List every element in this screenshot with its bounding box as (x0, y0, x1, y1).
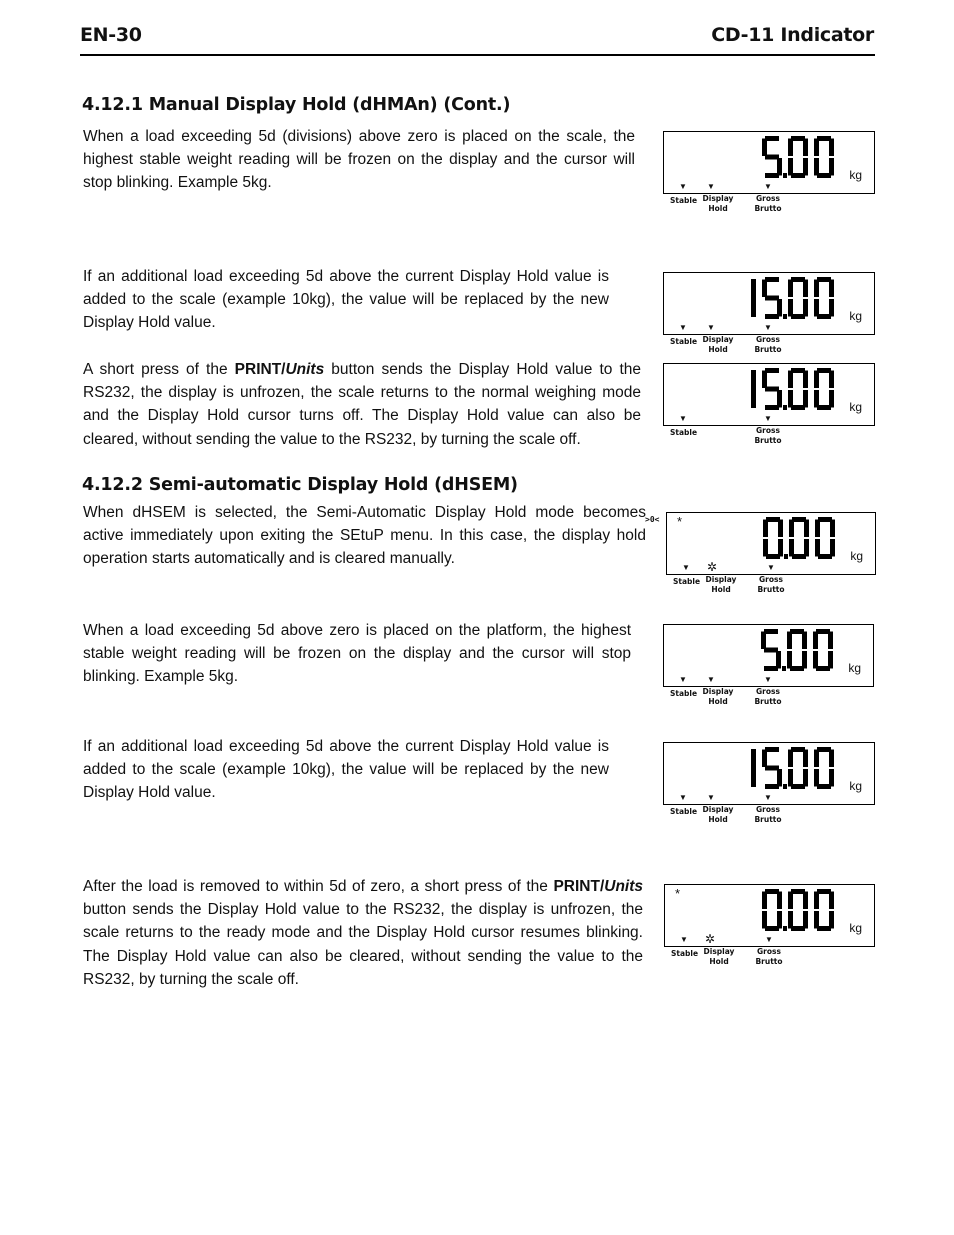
lcd-display-15kg-released (663, 363, 875, 445)
lcd-display-15kg-semi-auto (663, 742, 875, 824)
lcd-segment (814, 299, 819, 317)
lcd-segment (777, 892, 782, 910)
lcd-segment (765, 405, 779, 410)
zero-indicator: >0< (645, 515, 660, 524)
stable-cursor-icon: ▼ (679, 793, 687, 802)
gross-label: Gross (756, 805, 780, 814)
lcd-segment (777, 158, 782, 176)
annunciator-labels (664, 337, 874, 361)
lcd-segment (791, 784, 805, 789)
lcd-decimal-point (783, 405, 787, 410)
lcd-segment (814, 139, 819, 157)
gross-cursor-icon: ▼ (764, 793, 772, 802)
lcd-segment (792, 517, 806, 522)
lcd-segment (788, 390, 793, 408)
gross-label: Gross (756, 194, 780, 203)
lcd-segment (791, 926, 805, 931)
center-of-zero-icon: * (677, 514, 683, 529)
lcd-segment (751, 749, 756, 787)
paragraph-manual-hold-print (83, 358, 641, 451)
gross-cursor-icon: ▼ (767, 563, 775, 572)
hold-label: Hold (708, 815, 728, 824)
annunciator-labels (664, 196, 874, 220)
lcd-segment (803, 892, 808, 910)
lcd-segment (765, 136, 779, 141)
lcd-segment (790, 666, 804, 671)
lcd-segment (790, 629, 804, 634)
paragraph-text: button sends the Display Hold value to the RS232, the display is unfrozen, the scale returns to the ready mode and the Display Hold cursor resumes blinking. The Display Hold value can also be cleared, without sending the value to the RS232, by turning the scale off. (83, 901, 643, 988)
print-button-label: PRINT/ (234, 361, 286, 378)
paragraph-manual-hold-replace: If an additional load exceeding 5d above the current Display Hold value is added to the scale (example 10kg), the value will be replaced by the new Display Hold value. (83, 268, 609, 332)
lcd-segment (814, 769, 819, 787)
units-button-label: Units (285, 361, 325, 378)
header-rule (80, 54, 875, 56)
lcd-segment (803, 299, 808, 317)
lcd-segment (764, 648, 778, 653)
lcd-segment (778, 539, 783, 557)
lcd-segment (791, 889, 805, 894)
lcd-segment (816, 629, 830, 634)
lcd-segment (788, 299, 793, 317)
lcd-segment (791, 747, 805, 752)
lcd-segment (828, 651, 833, 669)
lcd-segment (814, 280, 819, 298)
annunciator-labels (664, 689, 873, 713)
lcd-reading (763, 517, 837, 561)
gross-brutto-label (754, 687, 782, 707)
lcd-decimal-point (782, 666, 786, 671)
gross-label: Gross (756, 687, 780, 696)
gross-label: Gross (756, 426, 780, 435)
lcd-segment (803, 371, 808, 389)
display-hold-label (700, 194, 736, 214)
unit-label: kg (849, 309, 862, 323)
lcd-segment (765, 314, 779, 319)
display-label: Display (702, 805, 734, 814)
unit-label: kg (850, 549, 863, 563)
lcd-reading (762, 889, 836, 933)
stable-label: Stable (670, 337, 698, 346)
display-hold-label (700, 335, 736, 355)
stable-label: Stable (670, 196, 698, 205)
gross-cursor-icon: ▼ (764, 182, 772, 191)
paragraph-manual-hold-freeze: When a load exceeding 5d (divisions) above zero is placed on the scale, the highest stable weight reading will be frozen on the display and the cursor will stop blinking. Example 5kg. (83, 128, 635, 192)
lcd-segment (817, 173, 831, 178)
paragraph-semi-auto-intro: When dHSEM is selected, the Semi-Automatic Display Hold mode becomes active immediately upon exiting the SEtuP menu. In this case, the display hold operation starts automatically and is cleared manually. (83, 504, 646, 568)
lcd-segment (777, 299, 782, 317)
lcd-segment (788, 892, 793, 910)
lcd-segment (817, 747, 831, 752)
annunciator-labels (665, 949, 874, 973)
lcd-segment (765, 173, 779, 178)
lcd-segment (788, 371, 793, 389)
lcd-segment (829, 390, 834, 408)
display-hold-cursor-icon: ▼ (707, 182, 715, 191)
lcd-segment (803, 280, 808, 298)
lcd-reading (762, 136, 836, 180)
lcd-segment (813, 632, 818, 650)
display-hold-label (700, 805, 736, 825)
lcd-segment (765, 368, 779, 373)
gross-brutto-label (754, 805, 782, 825)
lcd-segment (764, 666, 778, 671)
lcd-segment (817, 277, 831, 282)
display-label: Display (702, 194, 734, 203)
display-label: Display (702, 687, 734, 696)
lcd-segment (829, 769, 834, 787)
lcd-segment (791, 314, 805, 319)
lcd-segment (818, 517, 832, 522)
lcd-segment (815, 539, 820, 557)
paragraph-semi-auto-print (83, 875, 643, 991)
lcd-segment (791, 405, 805, 410)
lcd-segment (814, 892, 819, 910)
lcd-segment (829, 299, 834, 317)
lcd-segment (817, 136, 831, 141)
lcd-segment (763, 520, 768, 538)
display-label: Display (705, 575, 737, 584)
display-label: Display (703, 947, 735, 956)
lcd-segment (829, 139, 834, 157)
lcd-segment (817, 889, 831, 894)
lcd-decimal-point (783, 314, 787, 319)
lcd-segment (803, 911, 808, 929)
lcd-segment (765, 747, 779, 752)
unit-label: kg (849, 779, 862, 793)
lcd-segment (762, 280, 767, 298)
lcd-segment (764, 629, 778, 634)
print-button-label: PRINT/ (553, 878, 605, 895)
lcd-segment (791, 136, 805, 141)
lcd-segment (788, 750, 793, 768)
display-hold-blinking-cursor-icon: ✲ (707, 560, 718, 574)
lcd-segment (803, 769, 808, 787)
lcd-segment (765, 784, 779, 789)
hold-label: Hold (708, 204, 728, 213)
gross-label: Gross (757, 947, 781, 956)
product-title: CD-11 Indicator (711, 24, 874, 46)
lcd-segment (792, 554, 806, 559)
display-hold-label (700, 687, 736, 707)
lcd-segment (777, 769, 782, 787)
stable-cursor-icon: ▼ (682, 563, 690, 572)
lcd-segment (829, 892, 834, 910)
hold-label: Hold (709, 957, 729, 966)
lcd-display-5kg-semi-auto (663, 624, 874, 706)
lcd-segment (814, 750, 819, 768)
lcd-segment (788, 139, 793, 157)
display-hold-label (703, 575, 739, 595)
lcd-segment (817, 368, 831, 373)
lcd-segment (814, 911, 819, 929)
lcd-segment (765, 277, 779, 282)
lcd-segment (802, 651, 807, 669)
lcd-segment (763, 539, 768, 557)
lcd-segment (765, 926, 779, 931)
lcd-segment (788, 911, 793, 929)
lcd-segment (788, 769, 793, 787)
gross-cursor-icon: ▼ (764, 675, 772, 684)
brutto-label: Brutto (755, 957, 783, 966)
hold-label: Hold (708, 697, 728, 706)
lcd-segment (828, 632, 833, 650)
lcd-segment (762, 371, 767, 389)
display-hold-label (701, 947, 737, 967)
display-hold-blinking-cursor-icon: ✲ (705, 932, 716, 946)
lcd-segment (816, 666, 830, 671)
lcd-segment (814, 158, 819, 176)
lcd-segment (817, 405, 831, 410)
annunciator-labels (664, 807, 874, 831)
gross-label: Gross (759, 575, 783, 584)
paragraph-text: A short press of the (83, 361, 235, 378)
lcd-segment (814, 390, 819, 408)
lcd-segment (766, 517, 780, 522)
paragraph-text: button sends the Display Hold value to the RS232, the display is unfrozen, the scale returns to the normal weighing mode and the Display Hold cursor turns off. The Display Hold value can also be cleared, without sending the value to the RS232, by turning the scale off. (83, 361, 641, 448)
unit-label: kg (848, 661, 861, 675)
lcd-segment (787, 632, 792, 650)
lcd-segment (829, 750, 834, 768)
lcd-segment (804, 539, 809, 557)
lcd-segment (762, 750, 767, 768)
lcd-segment (788, 158, 793, 176)
stable-cursor-icon: ▼ (679, 675, 687, 684)
lcd-segment (765, 387, 779, 392)
brutto-label: Brutto (754, 204, 782, 213)
brutto-label: Brutto (754, 436, 782, 445)
lcd-segment (817, 926, 831, 931)
stable-cursor-icon: ▼ (679, 182, 687, 191)
hold-label: Hold (711, 585, 731, 594)
lcd-segment (776, 651, 781, 669)
lcd-segment (765, 889, 779, 894)
lcd-segment (777, 390, 782, 408)
stable-label: Stable (673, 577, 701, 586)
lcd-segment (803, 139, 808, 157)
display-hold-cursor-icon: ▼ (707, 793, 715, 802)
stable-label: Stable (670, 807, 698, 816)
gross-brutto-label (757, 575, 785, 595)
gross-cursor-icon: ▼ (764, 414, 772, 423)
lcd-segment (778, 520, 783, 538)
lcd-segment (765, 766, 779, 771)
lcd-segment (813, 651, 818, 669)
stable-cursor-icon: ▼ (679, 414, 687, 423)
section-heading-manual-hold: 4.12.1 Manual Display Hold (dHMAn) (Cont.) (82, 95, 511, 115)
gross-cursor-icon: ▼ (764, 323, 772, 332)
lcd-decimal-point (783, 784, 787, 789)
lcd-segment (829, 911, 834, 929)
brutto-label: Brutto (754, 345, 782, 354)
display-label: Display (702, 335, 734, 344)
gross-brutto-label (754, 194, 782, 214)
lcd-segment (803, 750, 808, 768)
lcd-segment (791, 277, 805, 282)
lcd-segment (788, 280, 793, 298)
lcd-segment (751, 279, 756, 317)
gross-label: Gross (756, 335, 780, 344)
lcd-segment (803, 158, 808, 176)
lcd-segment (829, 280, 834, 298)
brutto-label: Brutto (754, 697, 782, 706)
lcd-display-5kg-hold (663, 131, 875, 213)
gross-brutto-label (754, 426, 782, 446)
display-hold-cursor-icon: ▼ (707, 323, 715, 332)
section-heading-semi-auto-hold: 4.12.2 Semi-automatic Display Hold (dHSEM) (82, 475, 518, 495)
lcd-decimal-point (784, 554, 788, 559)
lcd-display-15kg-hold (663, 272, 875, 354)
lcd-segment (789, 520, 794, 538)
lcd-segment (830, 520, 835, 538)
stable-label: Stable (671, 949, 699, 958)
lcd-segment (814, 371, 819, 389)
lcd-reading (736, 747, 836, 791)
paragraph-semi-auto-freeze: When a load exceeding 5d above zero is placed on the platform, the highest stable weight reading will be frozen on the display and the cursor will stop blinking. Example 5kg. (83, 622, 631, 686)
lcd-segment (765, 296, 779, 301)
stable-label: Stable (670, 428, 698, 437)
lcd-display-zero-ready (664, 884, 875, 966)
lcd-segment (761, 632, 766, 650)
center-of-zero-icon: * (675, 886, 681, 901)
lcd-segment (817, 784, 831, 789)
lcd-segment (818, 554, 832, 559)
lcd-decimal-point (783, 173, 787, 178)
lcd-decimal-point (783, 926, 787, 931)
gross-cursor-icon: ▼ (765, 935, 773, 944)
lcd-segment (791, 173, 805, 178)
lcd-segment (762, 139, 767, 157)
lcd-segment (762, 892, 767, 910)
lcd-segment (766, 554, 780, 559)
annunciator-labels (667, 577, 875, 601)
unit-label: kg (849, 921, 862, 935)
brutto-label: Brutto (757, 585, 785, 594)
paragraph-text: After the load is removed to within 5d of zero, a short press of the (83, 878, 554, 895)
lcd-reading (736, 368, 836, 412)
lcd-reading (736, 277, 836, 321)
stable-cursor-icon: ▼ (679, 323, 687, 332)
lcd-segment (815, 520, 820, 538)
lcd-segment (787, 651, 792, 669)
gross-brutto-label (755, 947, 783, 967)
lcd-segment (829, 371, 834, 389)
lcd-segment (829, 158, 834, 176)
lcd-segment (830, 539, 835, 557)
lcd-segment (803, 390, 808, 408)
lcd-segment (804, 520, 809, 538)
lcd-segment (817, 314, 831, 319)
brutto-label: Brutto (754, 815, 782, 824)
lcd-display-zero-semi-auto (645, 512, 876, 594)
stable-label: Stable (670, 689, 698, 698)
lcd-segment (791, 368, 805, 373)
lcd-segment (751, 370, 756, 408)
lcd-segment (762, 911, 767, 929)
units-button-label: Units (604, 878, 643, 895)
unit-label: kg (849, 168, 862, 182)
lcd-segment (802, 632, 807, 650)
lcd-segment (789, 539, 794, 557)
annunciator-labels (664, 428, 874, 452)
gross-brutto-label (754, 335, 782, 355)
unit-label: kg (849, 400, 862, 414)
stable-cursor-icon: ▼ (680, 935, 688, 944)
lcd-segment (777, 911, 782, 929)
lcd-reading (761, 629, 835, 673)
paragraph-semi-auto-replace: If an additional load exceeding 5d above the current Display Hold value is added to the scale (example 10kg), the value will be replaced by the new Display Hold value. (83, 738, 609, 802)
display-hold-cursor-icon: ▼ (707, 675, 715, 684)
lcd-segment (765, 155, 779, 160)
page-number: EN-30 (80, 24, 142, 46)
hold-label: Hold (708, 345, 728, 354)
